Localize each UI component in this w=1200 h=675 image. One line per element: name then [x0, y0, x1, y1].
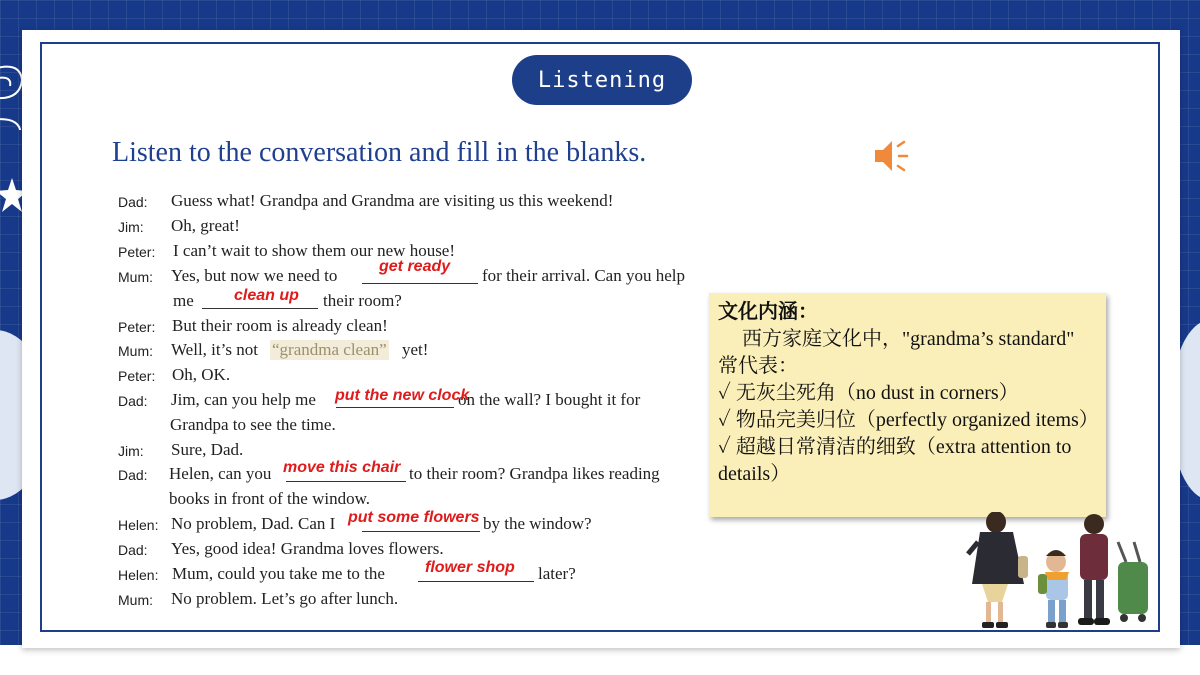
note-line: ✓ 无灰尘死角（no dust in corners） — [718, 382, 1019, 404]
speaker-label: Jim: — [118, 219, 144, 235]
speaker-label: Peter: — [118, 368, 156, 384]
line-text: No problem, Dad. Can I — [171, 514, 336, 533]
instruction-text: Listen to the conversation and fill in the blanks. — [112, 137, 647, 168]
line-text: Grandpa to see the time. — [170, 415, 336, 434]
speaker-label: Dad: — [118, 393, 148, 409]
line-text: Sure, Dad. — [171, 440, 244, 459]
line-text: Guess what! Grandpa and Grandma are visiting us this weekend! — [171, 191, 614, 210]
highlighted-phrase: “grandma clean” — [272, 340, 387, 359]
speaker-label: Helen: — [118, 517, 159, 533]
answer-text: flower shop — [425, 559, 515, 576]
speaker-label: Dad: — [118, 542, 148, 558]
line-text: Helen, can you — [169, 464, 272, 483]
answer-text: clean up — [234, 287, 299, 304]
line-text: by the window? — [483, 514, 592, 533]
family-illustration — [958, 512, 1158, 630]
line-text: Oh, OK. — [172, 365, 231, 384]
note-line: ✓ 物品完美归位（perfectly organized items） — [718, 409, 1099, 431]
line-text: Well, it’s not — [171, 340, 258, 359]
line-text: books in front of the window. — [169, 489, 370, 508]
note-line: 西方家庭文化中，"grandma’s standard" 常代表： — [718, 328, 1075, 377]
answer-text: get ready — [379, 258, 451, 275]
line-text: yet! — [402, 340, 429, 359]
line-text: Yes, good idea! Grandma loves flowers. — [171, 539, 444, 558]
line-text: to their room? Grandpa likes reading — [409, 464, 660, 483]
speaker-label: Dad: — [118, 467, 148, 483]
speaker-label: Mum: — [118, 269, 153, 285]
line-text: Mum, could you take me to the — [172, 564, 385, 583]
line-text: later? — [538, 564, 576, 583]
bottom-band — [0, 645, 1200, 675]
speaker-label: Dad: — [118, 194, 148, 210]
note-line: ✓ 超越日常清洁的细致（extra attention to details） — [718, 436, 1072, 485]
line-text: No problem. Let’s go after lunch. — [171, 589, 399, 608]
speaker-label: Jim: — [118, 443, 144, 459]
answer-text: move this chair — [283, 459, 401, 476]
line-text: Yes, but now we need to — [171, 266, 338, 285]
line-text: their room? — [323, 291, 402, 310]
speaker-label: Peter: — [118, 319, 156, 335]
line-text: on the wall? I bought it for — [458, 390, 641, 409]
answer-text: put some flowers — [348, 509, 480, 526]
speaker-label: Helen: — [118, 567, 159, 583]
speaker-label: Peter: — [118, 244, 156, 260]
line-text: for their arrival. Can you help — [482, 266, 685, 285]
speaker-label: Mum: — [118, 592, 153, 608]
speaker-label: Mum: — [118, 343, 153, 359]
line-text: Oh, great! — [171, 216, 240, 235]
answer-text: put the new clock — [335, 387, 470, 404]
line-text: But their room is already clean! — [172, 316, 388, 335]
speaker-icon[interactable] — [870, 138, 910, 174]
line-text: Jim, can you help me — [171, 390, 316, 409]
note-title: 文化内涵： — [718, 301, 818, 323]
line-text: I can’t wait to show them our new house! — [173, 241, 456, 260]
section-title-pill: Listening — [512, 55, 692, 105]
line-text: me — [173, 291, 194, 310]
culture-note — [709, 293, 1106, 517]
